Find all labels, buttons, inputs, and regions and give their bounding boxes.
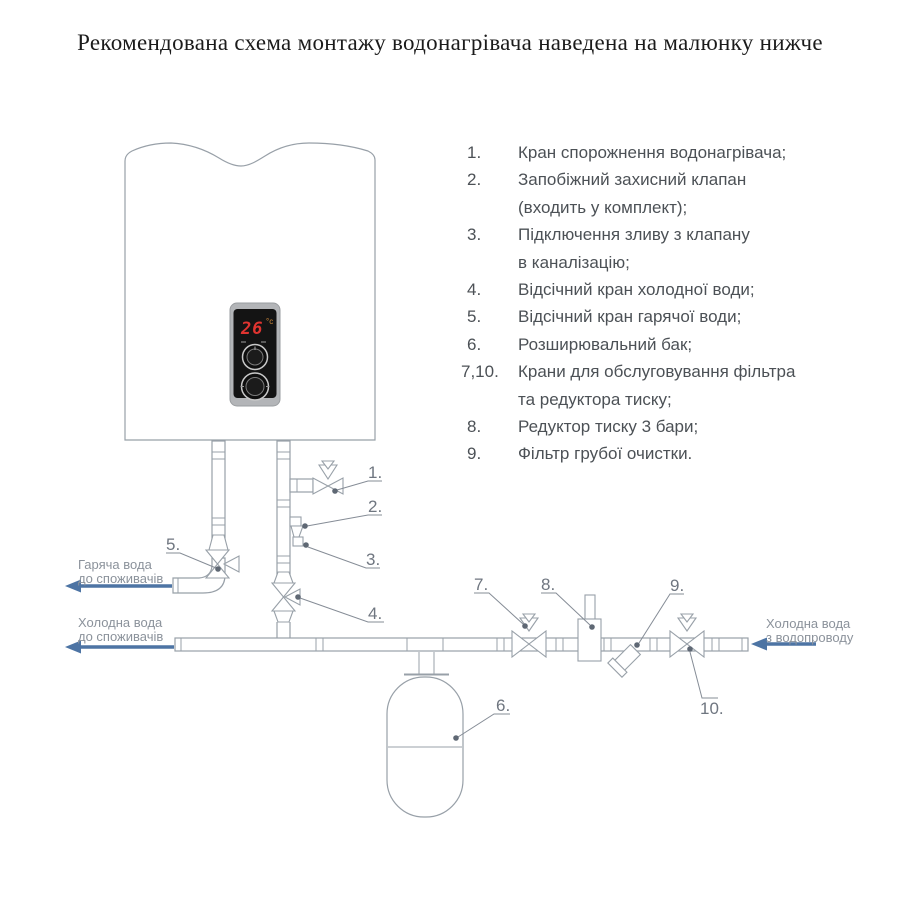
legend-item-number: 1.	[467, 143, 482, 162]
cold-water-main-pipe	[175, 638, 748, 651]
legend-item-number: 8.	[467, 417, 482, 437]
svg-text:Холодна вода: Холодна вода	[766, 616, 851, 631]
indicator-icon-right	[261, 341, 266, 343]
svg-text:до споживачів: до споживачів	[78, 629, 164, 644]
temperature-unit: °c	[266, 317, 274, 326]
callout-4: 4.	[368, 604, 383, 623]
legend-item-number: 2.	[467, 170, 482, 190]
temperature-display: 26	[241, 319, 264, 339]
legend-item-text: Запобіжний захисний клапан	[518, 170, 747, 190]
legend-item-text: Відсічний кран гарячої води;	[518, 307, 742, 327]
hot-water-label	[78, 557, 163, 586]
callout-1: 1.	[368, 463, 383, 482]
pipe-reducer	[209, 535, 228, 550]
legend-item-text: Фільтр грубої очистки.	[518, 444, 693, 464]
legend-item-text: Розширювальний бак;	[518, 334, 693, 354]
cold-water-in-label	[766, 616, 854, 645]
expansion-tank	[387, 652, 463, 817]
legend-item-number: 6.	[467, 334, 482, 354]
legend-item-number: 5.	[467, 307, 482, 327]
legend-item-3: 3. Підключення зливу з клапану в каналізацію;	[461, 221, 871, 276]
drain-connection	[293, 537, 303, 546]
legend-item-2: 2. Запобіжний захисний клапан (входить у комплект);	[461, 166, 871, 221]
callout-5: 5.	[166, 535, 181, 554]
control-knob-lower	[241, 373, 270, 400]
svg-text:з водопроводу: з водопроводу	[766, 630, 854, 645]
svg-text:Гаряча вода: Гаряча вода	[78, 557, 152, 572]
control-knob-upper	[243, 345, 268, 370]
svg-text:до споживачів: до споживачів	[78, 571, 164, 586]
callout-9: 9.	[670, 576, 685, 595]
legend-item-number: 4.	[467, 280, 482, 300]
page-title: Рекомендована схема монтажу водонагрівача наведена на малюнку нижче	[77, 30, 823, 55]
callout-7: 7.	[474, 575, 489, 594]
legend-item-text: Відсічний кран холодної води;	[518, 280, 755, 300]
legend-item-text: Підключення зливу з клапану	[518, 225, 750, 245]
callout-2: 2.	[368, 497, 383, 516]
legend-item-text: Крани для обслуговування фільтра	[518, 362, 796, 382]
legend-item-text: Редуктор тиску 3 бари;	[518, 417, 699, 437]
legend-item-number: 9.	[467, 444, 482, 464]
legend-item-number: 3.	[467, 225, 482, 245]
callout-6: 6.	[496, 696, 511, 715]
heater-control-panel	[230, 303, 280, 406]
callout-3: 3.	[366, 550, 381, 569]
legend-item-text: Кран спорожнення водонагрівача;	[518, 143, 787, 162]
legend-item-7-10: 7,10. Крани для обслуговування фільтра та редуктора тиску;	[461, 358, 871, 413]
indicator-icon-left	[241, 341, 246, 343]
safety-valve	[290, 517, 303, 537]
callout-8: 8.	[541, 575, 556, 594]
legend-item-number: 7,10.	[461, 362, 499, 382]
callout-10: 10.	[700, 699, 724, 718]
svg-text:Холодна вода: Холодна вода	[78, 615, 163, 630]
cold-water-out-label	[78, 615, 163, 644]
